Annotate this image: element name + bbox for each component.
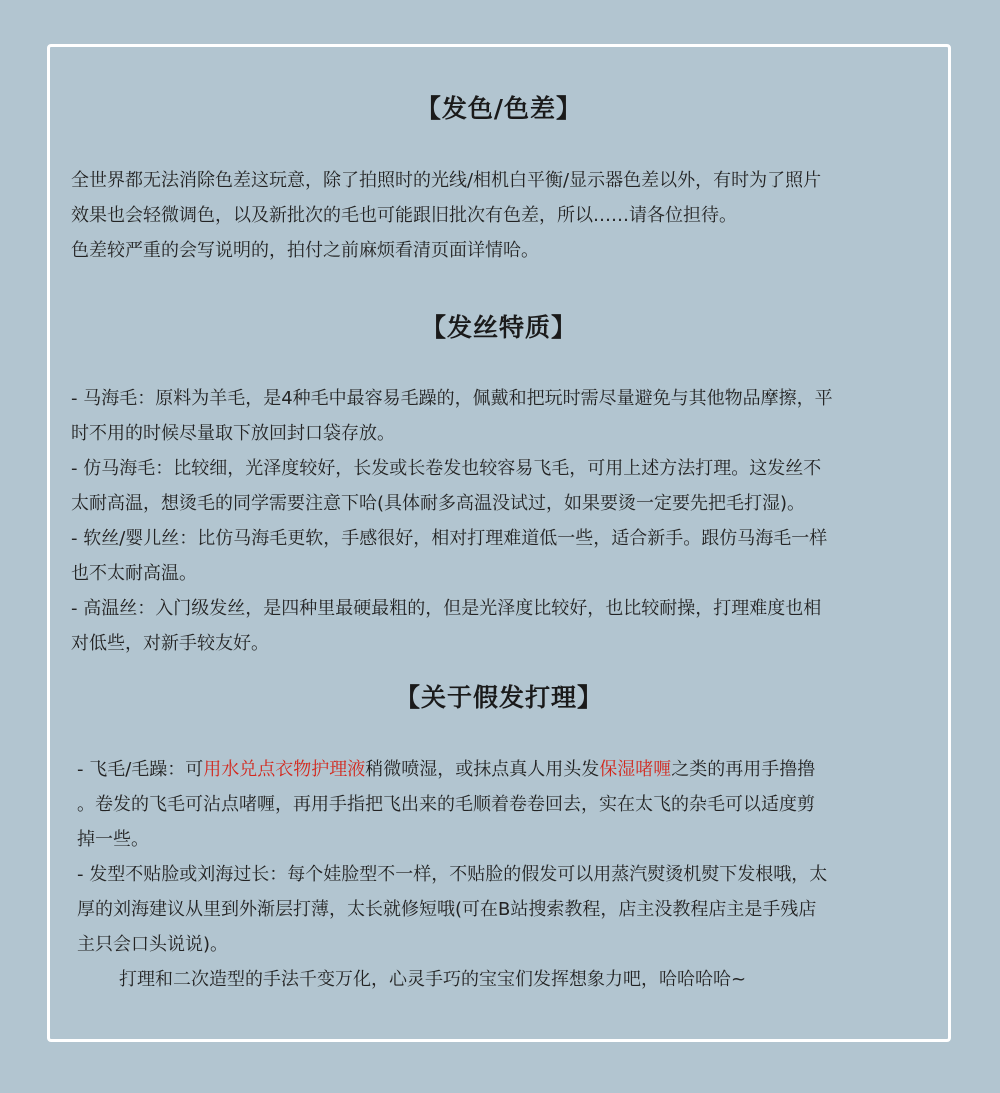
highlight-text: 保湿啫喱 (599, 759, 672, 780)
text-line: - 高温丝：入门级发丝，是四种里最硬最粗的，但是光泽度比较好，也比较耐操，打理难度也相 (71, 598, 822, 619)
section-title-color: 【发色/色差】 (415, 94, 583, 123)
text-line: 色差较严重的会写说明的，拍付之前麻烦看清页面详情哈。 (71, 240, 539, 261)
section-body-care (77, 752, 947, 997)
closing-line: 打理和二次造型的手法千变万化，心灵手巧的宝宝们发挥想象力吧，哈哈哈哈~ (119, 969, 747, 990)
text-line: 。卷发的飞毛可沾点啫喱，再用手指把飞出来的毛顺着卷卷回去，实在太飞的杂毛可以适度剪 (77, 794, 815, 815)
text-line: 对低些，对新手较友好。 (71, 633, 269, 654)
text-line: 太耐高温，想烫毛的同学需要注意下哈(具体耐多高温没试过，如果要烫一定要先把毛打湿)。 (71, 493, 806, 514)
section-body-fiber (71, 381, 941, 661)
section-body-color (71, 163, 941, 268)
section-title-fiber: 【发丝特质】 (420, 313, 577, 342)
text-line: 掉一些。 (77, 829, 149, 850)
text-line: - 仿马海毛：比较细，光泽度较好，长发或长卷发也较容易飞毛，可用上述方法打理。这发丝不 (71, 458, 822, 479)
text-segment: 之类的再用手撸撸 (671, 759, 816, 780)
text-segment: - 飞毛/毛躁：可 (77, 759, 204, 780)
text-line (77, 752, 947, 787)
text-line: - 马海毛：原料为羊毛，是4种毛中最容易毛躁的，佩戴和把玩时需尽量避免与其他物品摩擦，平 (71, 388, 833, 409)
section-title-care: 【关于假发打理】 (394, 683, 603, 712)
text-line: - 发型不贴脸或刘海过长：每个娃脸型不一样，不贴脸的假发可以用蒸汽熨烫机熨下发根哦，太 (77, 864, 828, 885)
info-card (47, 44, 951, 1042)
text-line: 时不用的时候尽量取下放回封口袋存放。 (71, 423, 395, 444)
text-line: 厚的刘海建议从里到外渐层打薄，太长就修短哦(可在B站搜索教程，店主没教程店主是手残店 (77, 899, 817, 920)
text-segment: 稍微喷湿，或抹点真人用头发 (365, 759, 600, 780)
text-line: 效果也会轻微调色，以及新批次的毛也可能跟旧批次有色差，所以……请各位担待。 (71, 205, 737, 226)
text-line: 全世界都无法消除色差这玩意，除了拍照时的光线/相机白平衡/显示器色差以外，有时为了照片 (71, 170, 822, 191)
text-line: 也不太耐高温。 (71, 563, 197, 584)
text-line: - 软丝/婴儿丝：比仿马海毛更软，手感很好，相对打理难道低一些，适合新手。跟仿马海毛一样 (71, 528, 828, 549)
highlight-text: 用水兑点衣物护理液 (203, 759, 366, 780)
text-line: 主只会口头说说)。 (77, 934, 229, 955)
